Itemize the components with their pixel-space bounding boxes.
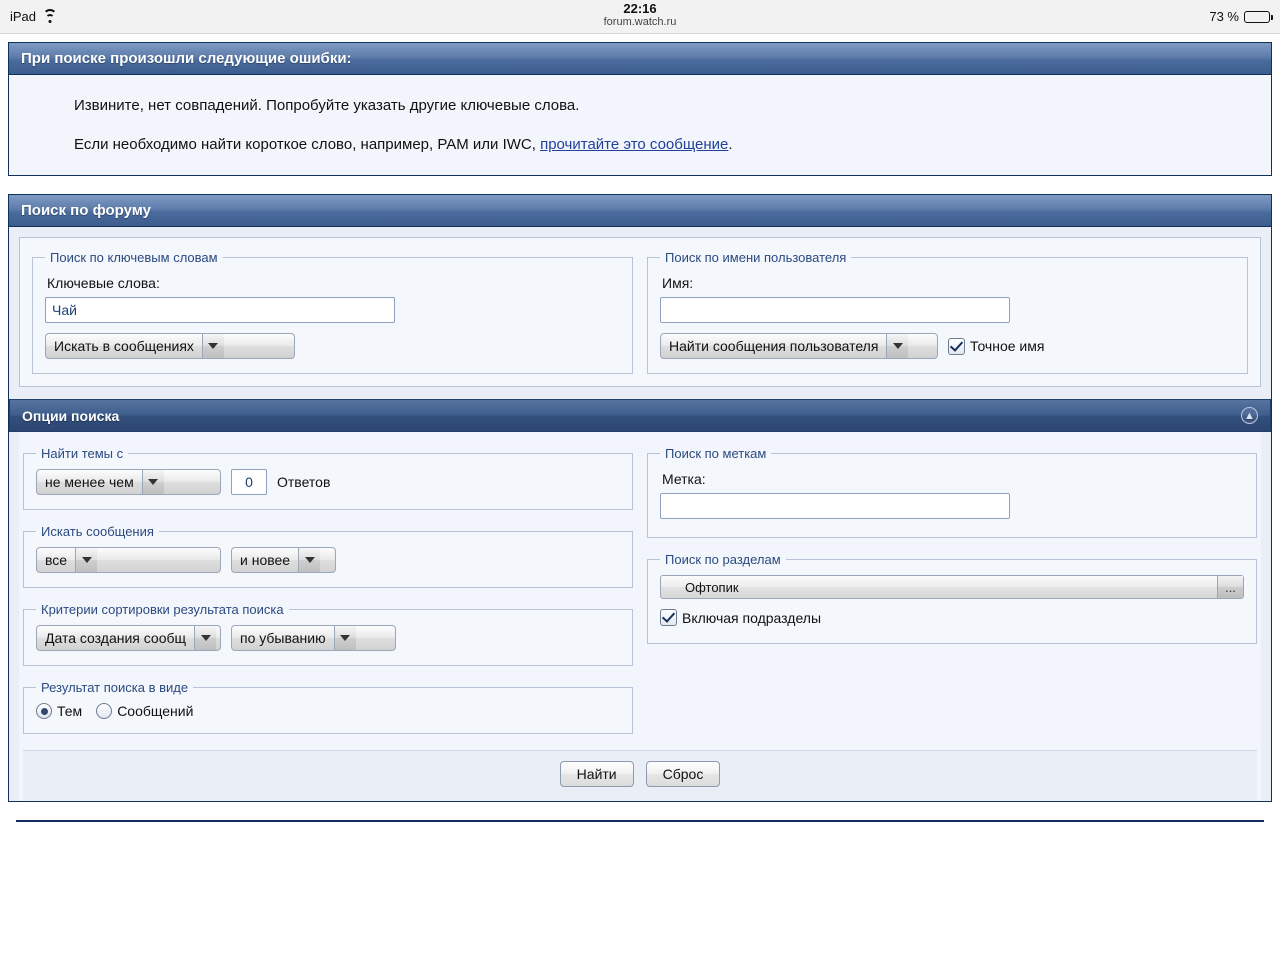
result-type-legend: Результат поиска в виде <box>41 680 189 695</box>
forum-fieldset <box>647 552 1257 644</box>
result-type-row <box>36 703 620 719</box>
keyword-column <box>32 250 633 374</box>
battery-percent: 73 % <box>1209 9 1239 24</box>
chevron-down-icon <box>142 470 164 494</box>
username-column <box>647 250 1248 374</box>
sort-row <box>36 625 620 651</box>
ios-status-bar <box>0 0 1280 34</box>
form-buttons <box>23 750 1257 801</box>
include-subforums-wrap[interactable] <box>660 609 821 626</box>
chevron-down-icon <box>886 334 908 358</box>
basic-search-columns <box>32 250 1248 374</box>
include-subforums-checkbox[interactable] <box>660 609 677 626</box>
tag-fieldset <box>647 446 1257 538</box>
keyword-label: Ключевые слова: <box>47 275 160 291</box>
sort-order-select[interactable] <box>231 625 396 651</box>
replies-count-input[interactable] <box>231 469 267 495</box>
forum-search-body <box>9 227 1271 801</box>
wifi-icon <box>42 11 57 23</box>
result-topics-option[interactable] <box>36 703 82 719</box>
tag-label: Метка: <box>662 471 706 487</box>
sort-fieldset <box>23 602 633 666</box>
replies-condition-select[interactable] <box>36 469 221 495</box>
error-message-no-match: Извините, нет совпадений. Попробуйте указать другие ключевые слова. <box>74 97 580 114</box>
username-label: Имя: <box>662 275 694 291</box>
search-options-title: Опции поиска <box>22 407 120 424</box>
search-errors-title: При поиске произошли следующие ошибки: <box>9 43 1271 75</box>
forum-legend: Поиск по разделам <box>665 552 781 567</box>
bottom-divider <box>16 820 1264 822</box>
chevron-down-icon <box>202 334 224 358</box>
date-row <box>36 547 620 573</box>
error-message-short-word <box>74 136 1261 153</box>
error-text-prefix: Если необходимо найти короткое слово, например, PAM или IWC, <box>74 136 541 153</box>
basic-search-box <box>19 237 1261 387</box>
keyword-legend: Поиск по ключевым словам <box>50 250 218 265</box>
include-subforums-label: Включая подразделы <box>682 609 822 626</box>
date-direction-value: и новее <box>240 552 291 568</box>
exact-name-checkbox-wrap[interactable] <box>948 338 1044 355</box>
result-posts-option[interactable] <box>96 703 193 719</box>
forum-search-panel <box>8 194 1272 802</box>
page-url: forum.watch.ru <box>603 16 677 28</box>
username-mode-value: Найти сообщения пользователя <box>669 338 879 354</box>
battery-icon <box>1244 11 1270 23</box>
read-message-link[interactable]: прочитайте это сообщение <box>540 136 729 153</box>
date-period-select[interactable] <box>36 547 221 573</box>
status-bar-right <box>1209 9 1270 24</box>
replies-row <box>36 469 620 495</box>
tag-legend: Поиск по меткам <box>665 446 767 461</box>
options-left-column <box>23 446 633 734</box>
options-columns <box>23 446 1257 734</box>
replies-unit-label: Ответов <box>277 474 331 490</box>
replies-condition-value: не менее чем <box>45 474 134 490</box>
clock: 22:16 <box>623 1 657 16</box>
status-bar-left <box>10 9 57 24</box>
forum-browse-button[interactable]: ... <box>1217 576 1243 598</box>
page-content <box>0 34 1280 960</box>
result-posts-radio[interactable] <box>96 703 112 719</box>
date-fieldset <box>23 524 633 588</box>
status-bar-center <box>0 2 1280 29</box>
search-options-body <box>19 432 1261 801</box>
chevron-down-icon <box>75 548 97 572</box>
device-name: iPad <box>10 9 37 24</box>
replies-fieldset <box>23 446 633 510</box>
result-topics-label: Тем <box>57 703 83 719</box>
search-errors-body <box>9 75 1271 175</box>
sort-legend: Критерии сортировки результата поиска <box>41 602 284 617</box>
forum-selected-value: Офтопик <box>685 579 739 595</box>
forum-select[interactable] <box>660 575 1244 599</box>
result-topics-radio[interactable] <box>36 703 52 719</box>
date-legend: Искать сообщения <box>41 524 154 539</box>
tag-input[interactable] <box>660 493 1010 519</box>
options-right-column <box>647 446 1257 734</box>
sort-field-select[interactable] <box>36 625 221 651</box>
collapse-icon[interactable]: ▲ <box>1241 407 1258 424</box>
sort-field-value: Дата создания сообщ <box>45 630 187 646</box>
chevron-down-icon <box>194 626 216 650</box>
username-legend: Поиск по имени пользователя <box>665 250 847 265</box>
exact-name-checkbox[interactable] <box>948 338 965 355</box>
keyword-input[interactable] <box>45 297 395 323</box>
result-type-fieldset <box>23 680 633 734</box>
keyword-fieldset <box>32 250 633 374</box>
submit-search-button[interactable]: Найти <box>560 761 634 787</box>
error-text-suffix: . <box>728 136 733 153</box>
exact-name-label: Точное имя <box>970 338 1045 354</box>
chevron-down-icon <box>334 626 356 650</box>
search-options-header[interactable] <box>9 399 1271 432</box>
username-input[interactable] <box>660 297 1010 323</box>
keyword-scope-select[interactable] <box>45 333 295 359</box>
result-posts-label: Сообщений <box>117 703 194 719</box>
forum-search-title: Поиск по форуму <box>9 195 1271 227</box>
reset-search-button[interactable]: Сброс <box>646 761 721 787</box>
username-fieldset <box>647 250 1248 374</box>
username-mode-select[interactable] <box>660 333 938 359</box>
date-direction-select[interactable] <box>231 547 336 573</box>
keyword-scope-value: Искать в сообщениях <box>54 338 194 354</box>
date-period-value: все <box>45 552 68 568</box>
replies-legend: Найти темы с <box>41 446 124 461</box>
sort-order-value: по убыванию <box>240 630 326 646</box>
search-errors-panel <box>8 42 1272 176</box>
chevron-down-icon <box>298 548 320 572</box>
